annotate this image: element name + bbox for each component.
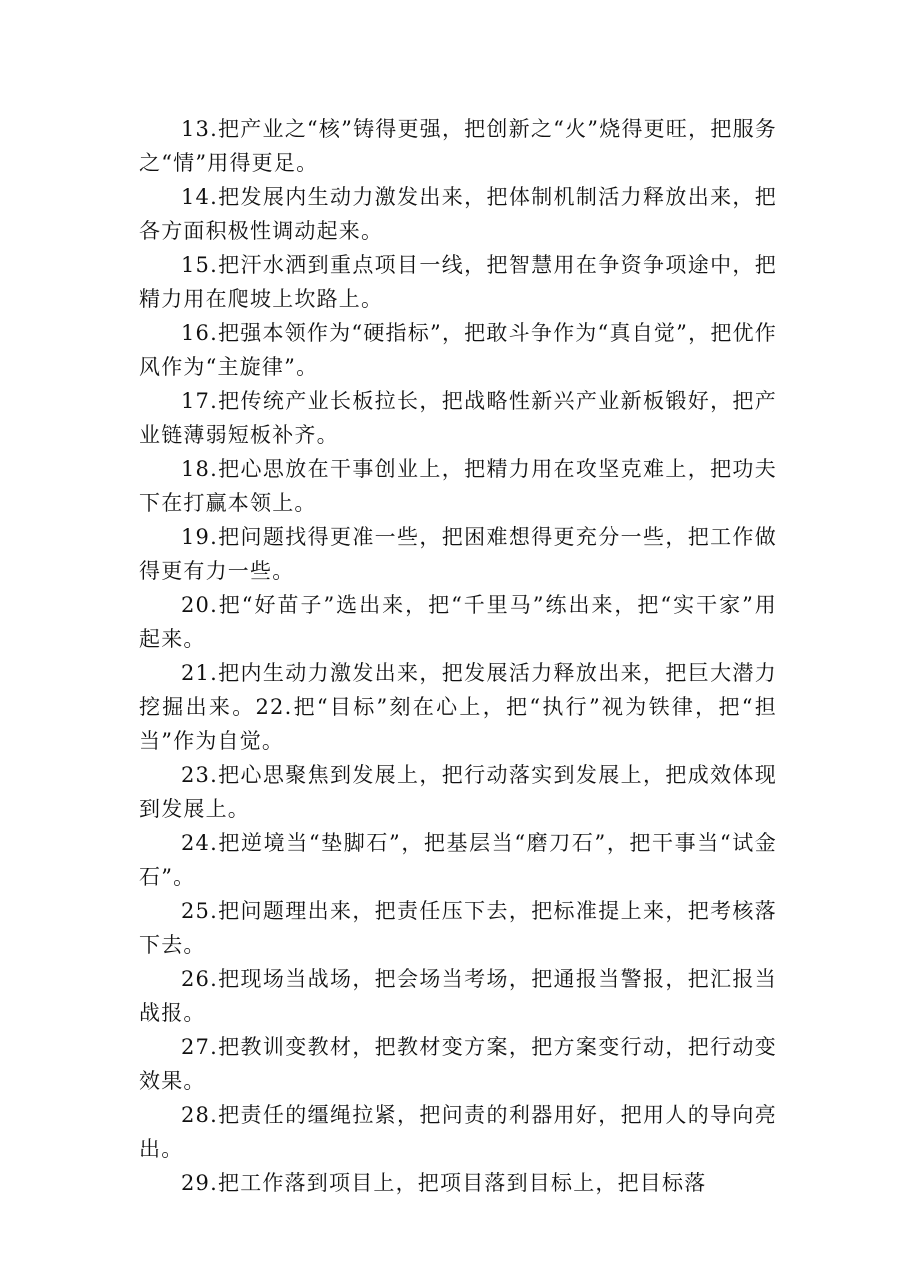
paragraph-24: 24.把逆境当“垫脚石”，把基层当“磨刀石”，把干事当“试金石”。 [139, 831, 777, 889]
paragraph-15: 15.把汗水洒到重点项目一线，把智慧用在争资争项途中，把精力用在爬坡上坎路上。 [139, 253, 777, 311]
paragraph-26: 26.把现场当战场，把会场当考场，把通报当警报，把汇报当战报。 [139, 967, 777, 1025]
paragraph-23: 23.把心思聚焦到发展上，把行动落实到发展上，把成效体现到发展上。 [139, 763, 777, 821]
paragraph-28: 28.把责任的缰绳拉紧，把问责的利器用好，把用人的导向亮出。 [139, 1103, 777, 1161]
paragraph-21-22: 21.把内生动力激发出来，把发展活力释放出来，把巨大潜力挖掘出来。22.把“目标”刻在心上，把“执行”视为铁律，把“担当”作为自觉。 [139, 661, 777, 753]
paragraph-16: 16.把强本领作为“硬指标”，把敢斗争作为“真自觉”，把优作风作为“主旋律”。 [139, 321, 777, 379]
paragraph-14: 14.把发展内生动力激发出来，把体制机制活力释放出来，把各方面积极性调动起来。 [139, 185, 777, 243]
paragraph-19: 19.把问题找得更准一些，把困难想得更充分一些，把工作做得更有力一些。 [139, 525, 777, 583]
paragraph-17: 17.把传统产业长板拉长，把战略性新兴产业新板锻好，把产业链薄弱短板补齐。 [139, 389, 777, 447]
paragraph-18: 18.把心思放在干事创业上，把精力用在攻坚克难上，把功夫下在打赢本领上。 [139, 457, 777, 515]
paragraph-13: 13.把产业之“核”铸得更强，把创新之“火”烧得更旺，把服务之“情”用得更足。 [139, 117, 777, 175]
paragraph-20: 20.把“好苗子”选出来，把“千里马”练出来，把“实干家”用起来。 [139, 593, 777, 651]
paragraph-25: 25.把问题理出来，把责任压下去，把标准提上来，把考核落下去。 [139, 899, 777, 957]
paragraph-27: 27.把教训变教材，把教材变方案，把方案变行动，把行动变效果。 [139, 1035, 777, 1093]
document-body [139, 112, 777, 1200]
paragraph-29: 29.把工作落到项目上，把项目落到目标上，把目标落 [181, 1171, 707, 1195]
